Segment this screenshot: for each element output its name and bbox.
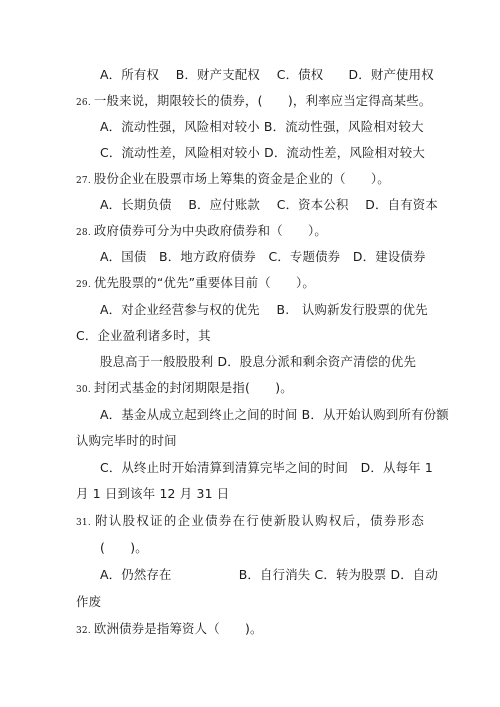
q30-options-cd <box>100 460 433 476</box>
question-31-cont <box>100 540 148 556</box>
question-28 <box>76 223 327 241</box>
question-26 <box>76 93 431 111</box>
question-number: 26. <box>76 98 91 108</box>
question-31 <box>76 513 424 531</box>
question-text: 欧洲债券是指筹资人（ )。 <box>93 621 263 636</box>
option-text: A．国债 B．地方政府债券 C．专题债券 D．建设债券 <box>100 249 426 264</box>
option-text: 认购完毕时的时间 <box>76 433 177 448</box>
option-text: 作废 <box>76 594 102 609</box>
q26-options-cd <box>100 145 425 161</box>
q30-option-b-cont <box>76 433 177 449</box>
question-text: 附认股权证的企业债券在行使新股认购权后，债券形态 <box>93 513 424 528</box>
question-number: 32. <box>76 626 91 636</box>
question-text: 股份企业在股票市场上筹集的资金是企业的（ ）。 <box>93 171 390 186</box>
q31-options <box>100 567 438 583</box>
question-text: 一般来说，期限较长的债券，( )，利率应当定得高某些。 <box>93 93 432 108</box>
q30-options-ab <box>100 407 449 423</box>
q25-options <box>100 67 434 83</box>
q26-options-ab <box>100 119 424 135</box>
option-text: A．所有权 B．财产支配权 C．债权 D．财产使用权 <box>100 67 434 82</box>
q29-option-c-cont <box>100 354 416 370</box>
question-30 <box>76 380 293 398</box>
option-text: 股息高于一般股股利 D．股息分派和剩余资产清偿的优先 <box>100 354 417 369</box>
option-text: A．仍然存在 B．自行消失 C．转为股票 D．自动 <box>100 567 438 582</box>
question-number: 27. <box>76 176 91 186</box>
q28-options <box>100 249 426 265</box>
option-text: A．长期负债 B．应付账款 C．资本公积 D．自有资本 <box>100 197 438 212</box>
option-text: C．企业盈利诸多时，其 <box>76 328 211 343</box>
question-text: 政府债券可分为中央政府债券和（ ）。 <box>93 223 327 238</box>
question-32 <box>76 621 263 639</box>
question-number: 31. <box>76 518 91 528</box>
q29-options-ab <box>100 302 428 318</box>
question-27 <box>76 171 390 189</box>
question-text: 封闭式基金的封闭期限是指( )。 <box>93 380 293 395</box>
q30-option-d-cont <box>76 486 229 502</box>
option-text: A．流动性强，风险相对较小 B．流动性强，风险相对较大 <box>100 119 424 134</box>
question-text: ( )。 <box>100 540 148 555</box>
q27-options <box>100 197 438 213</box>
question-text: 优先股票的“优先”重要体目前（ ）。 <box>93 275 316 290</box>
option-text: A．对企业经营参与权的优先 B. 认购新发行股票的优先 <box>100 302 428 317</box>
option-text: A．基金从成立起到终止之间的时间 B．从开始认购到所有份额 <box>100 407 449 422</box>
option-text: C．流动性差，风险相对较小 D．流动性差，风险相对较大 <box>100 145 425 160</box>
question-number: 28. <box>76 228 91 238</box>
q31-option-d-cont <box>76 594 101 610</box>
question-number: 30. <box>76 385 91 395</box>
question-29 <box>76 275 315 293</box>
option-text: 月 1 日到该年 12 月 31 日 <box>76 486 230 501</box>
option-text: C．从终止时开始清算到清算完毕之间的时间 D．从每年 1 <box>100 460 433 475</box>
q29-option-c <box>76 328 211 344</box>
question-number: 29. <box>76 280 91 290</box>
